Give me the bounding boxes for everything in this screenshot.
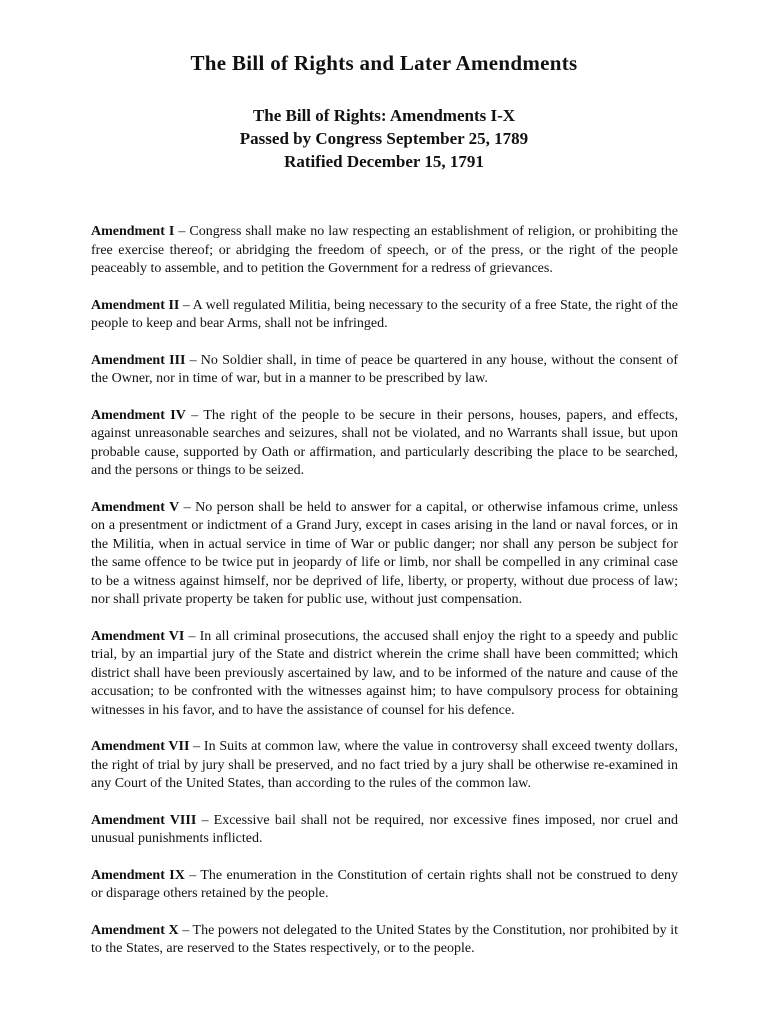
amendment-1 [91, 223, 678, 279]
amendment-text: – A well regulated Militia, being necessary to the security of a free State, the right of the people to keep and bear Arms, shall not be infringed. [91, 297, 679, 331]
amendment-text: – The powers not delegated to the United States by the Constitution, nor prohibited by it to the States, are reserved to the States respectively, or to the people. [91, 922, 678, 956]
amendment-5 [91, 499, 678, 610]
amendment-label: Amendment VI [91, 628, 185, 644]
amendment-label: Amendment III [91, 352, 186, 368]
document-title: The Bill of Rights and Later Amendments [190, 51, 578, 75]
subtitle-ratified-date: Ratified December 15, 1791 [284, 152, 484, 171]
amendment-9 [91, 867, 678, 904]
amendment-label: Amendment V [91, 499, 180, 515]
subtitle-passed-date: Passed by Congress September 25, 1789 [239, 129, 529, 148]
amendment-text: – The right of the people to be secure in their persons, houses, papers, and effects, against unreasonable searches and seizures, shall not be violated, and no Warrants shall issue, but upon probable cause, supported by Oath or affirmation, and particularly describing the place to be searched, and the persons or things to be seized. [91, 407, 678, 478]
amendment-4 [91, 407, 678, 481]
amendment-label: Amendment X [91, 922, 179, 938]
amendment-label: Amendment I [91, 224, 175, 239]
amendment-text: – In all criminal prosecutions, the accused shall enjoy the right to a speedy and public trial, by an impartial jury of the State and district wherein the crime shall have been committed; which district shall have been previously ascertained by law, and to be informed of the nature and cause of the accusation; to be confronted with the witnesses against him; to have compulsory process for obtaining witnesses in his favor, and to have the assistance of counsel for his defence. [91, 628, 678, 718]
amendment-text: – In Suits at common law, where the value in controversy shall exceed twenty dollars, the right of trial by jury shall be preserved, and no fact tried by a jury shall be otherwise re-examined in any Court of the United States, than according to the rules of the common law. [91, 739, 678, 791]
amendment-label: Amendment IV [91, 407, 186, 423]
amendment-7 [91, 738, 678, 794]
amendment-label: Amendment VII [91, 739, 190, 754]
amendment-label: Amendment II [91, 297, 180, 313]
amendment-text: – No person shall be held to answer for a capital, or otherwise infamous crime, unless on a presentment or indictment of a Grand Jury, except in cases arising in the land or naval forces, or in the Militia, when in actual service in time of War or public danger; nor shall any person be subject for the same offence to be twice put in jeopardy of life or limb, nor shall be compelled in any criminal case to be a witness against himself, nor be deprived of life, liberty, or property, without due process of law; nor shall private property be taken for public use, without just compensation. [91, 499, 678, 607]
amendment-8 [91, 812, 678, 849]
amendment-10 [91, 922, 678, 959]
amendment-text: – No Soldier shall, in time of peace be quartered in any house, without the consent of the Owner, nor in time of war, but in a manner to be prescribed by law. [91, 352, 678, 386]
amendment-label: Amendment IX [91, 867, 185, 883]
amendment-6 [91, 628, 678, 721]
amendment-3 [91, 352, 678, 389]
amendment-2 [91, 297, 678, 334]
amendments-list [91, 223, 678, 977]
amendment-text: – Congress shall make no law respecting an establishment of religion, or prohibiting the free exercise thereof; or abridging the freedom of speech, or of the press, or the right of the people peaceably to assemble, and to petition the Government for a redress of grievances. [91, 224, 678, 276]
amendment-text: – The enumeration in the Constitution of certain rights shall not be construed to deny or disparage others retained by the people. [91, 867, 678, 901]
amendment-label: Amendment VIII [91, 812, 197, 828]
amendment-text: – Excessive bail shall not be required, nor excessive fines imposed, nor cruel and unusual punishments inflicted. [91, 812, 678, 846]
subtitle-block [0, 104, 768, 173]
subtitle-amendments-range: The Bill of Rights: Amendments I-X [252, 106, 516, 125]
